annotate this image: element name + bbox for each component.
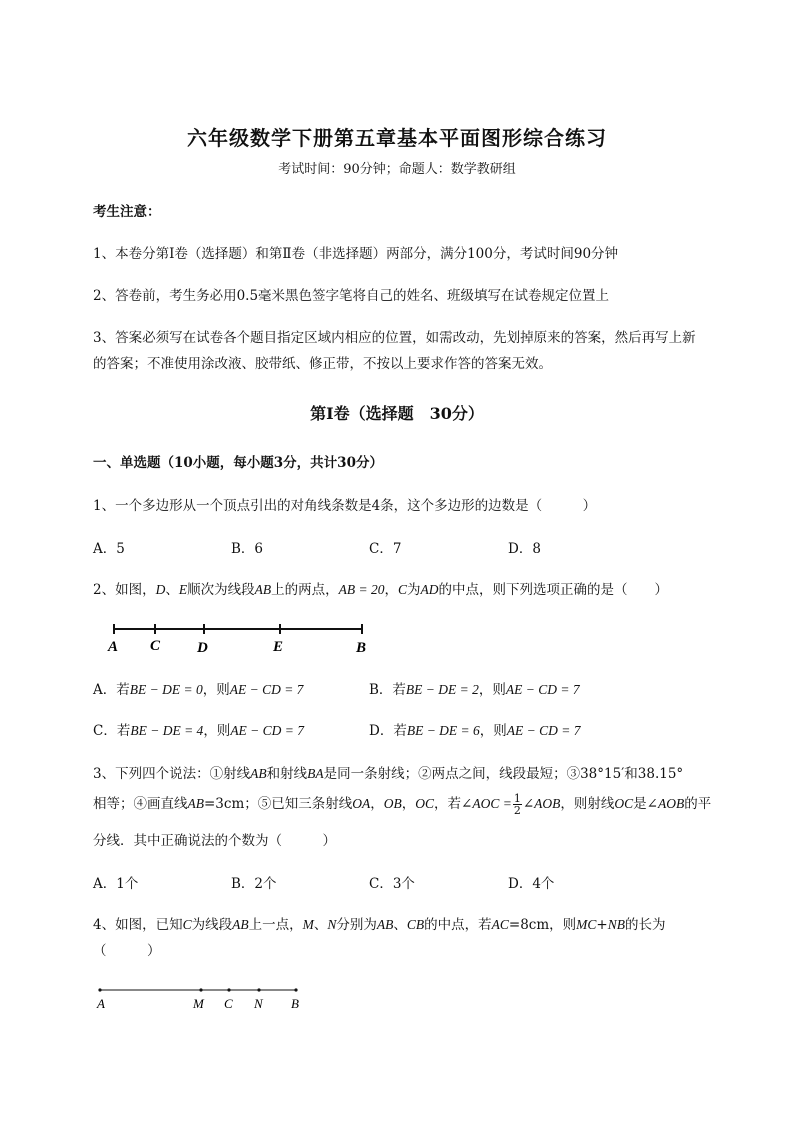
fraction-one-half: $\frac{1}{2}$ <box>513 792 521 817</box>
q2-line-segment-figure <box>100 615 380 660</box>
point-c <box>227 988 230 991</box>
q2-option-b: B．若BE − DE = 2，则AE − CD = 7 <box>369 682 580 698</box>
notice-item-2: 2、答卷前，考生务必用0.5毫米黑色签字笔将自己的姓名、班级填写在试卷规定位置上 <box>93 288 610 304</box>
label-b: B <box>356 640 367 656</box>
part-title: 一、单选题（10小题，每小题3分，共计30分） <box>93 455 383 471</box>
label-c: C <box>150 638 161 654</box>
label-n: N <box>254 996 263 1011</box>
q1-option-b: B．6 <box>231 541 264 557</box>
label-m: M <box>193 996 204 1011</box>
q3-option-c: C．3个 <box>369 876 415 892</box>
q3-option-b: B．2个 <box>231 876 277 892</box>
label-e: E <box>273 639 284 655</box>
q2-option-c: C．若BE − DE = 4，则AE − CD = 7 <box>93 723 305 739</box>
point-a <box>98 988 101 991</box>
question-4-line-2: （ ） <box>93 943 161 959</box>
q1-option-d: D．8 <box>508 541 541 557</box>
question-2-stem: 2、如图，D、E顺次为线段AB上的两点，AB = 20，C为AD的中点，则下列选项正确的是（ ） <box>93 582 668 598</box>
question-3-line-1: 3、下列四个说法：①射线AB和射线BA是同一条射线；②两点之间，线段最短；③38°15′和38.15° <box>93 766 684 782</box>
point-n <box>257 988 260 991</box>
label-a: A <box>108 639 119 655</box>
label-c: C <box>224 996 233 1011</box>
label-a: A <box>97 996 105 1011</box>
q1-option-a: A．5 <box>93 541 125 557</box>
q2-option-d: D．若BE − DE = 6，则AE − CD = 7 <box>369 723 581 739</box>
label-d: D <box>197 640 208 656</box>
notice-item-1: 1、本卷分第I卷（选择题）和第Ⅱ卷（非选择题）两部分，满分100分，考试时间90分钟 <box>93 246 619 262</box>
q3-option-d: D．4个 <box>508 876 555 892</box>
q1-option-c: C．7 <box>369 541 402 557</box>
q4-line-segment-figure <box>90 980 310 1016</box>
notice-item-3: 3、答案必须写在试卷各个题目指定区域内相应的位置，如需改动，先划掉原来的答案，然后再写上新 <box>93 330 696 346</box>
question-3-line-2: 相等；④画直线AB=3cm；⑤已知三条射线OA，OB，OC，若∠AOC = $\frac{1}{2}$ ∠AOB，则射线OC是∠AOB的平 <box>93 792 712 817</box>
q3-option-a: A．1个 <box>93 876 139 892</box>
notice-heading: 考生注意： <box>93 204 161 220</box>
section-title: 第I卷（选择题 30分） <box>310 404 484 423</box>
q2-option-a: A．若BE − DE = 0，则AE − CD = 7 <box>93 682 304 698</box>
page-subtitle: 考试时间：90分钟；命题人：数学教研组 <box>278 162 516 177</box>
question-1-stem: 1、一个多边形从一个顶点引出的对角线条数是4条，这个多边形的边数是（ ） <box>93 498 597 514</box>
page-title: 六年级数学下册第五章基本平面图形综合练习 <box>187 126 607 150</box>
question-3-line-3: 分线．其中正确说法的个数为（ ） <box>93 833 336 849</box>
point-b <box>294 988 297 991</box>
notice-item-3-cont: 的答案；不准使用涂改液、胶带纸、修正带，不按以上要求作答的答案无效。 <box>93 356 552 372</box>
label-b: B <box>291 996 299 1011</box>
point-m <box>199 988 202 991</box>
question-4-line-1: 4、如图，已知C为线段AB上一点，M、N分别为AB、CB的中点，若AC=8cm，则MC+NB的长为 <box>93 917 666 933</box>
